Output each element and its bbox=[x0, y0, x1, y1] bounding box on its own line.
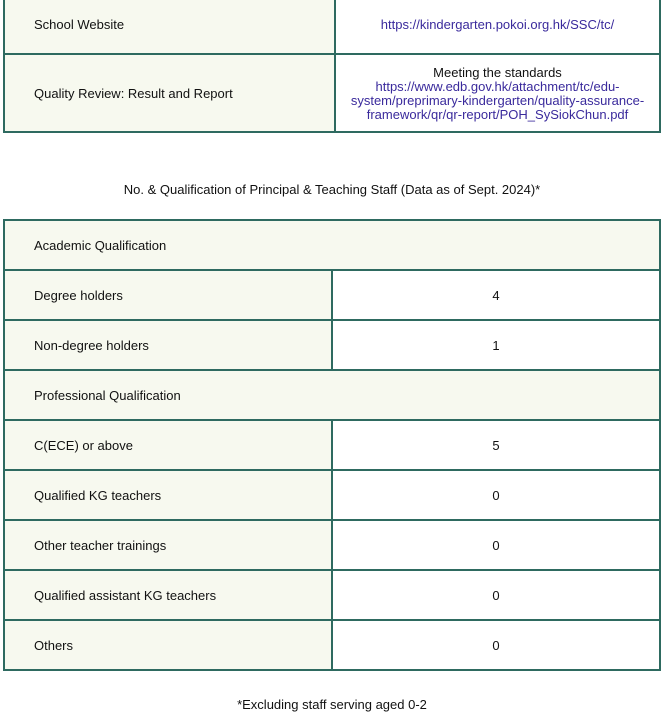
non-degree-holders-value: 1 bbox=[332, 320, 660, 370]
table-row bbox=[4, 320, 660, 370]
footnote: *Excluding staff serving aged 0-2 bbox=[237, 697, 427, 712]
quality-review-cell bbox=[335, 54, 660, 132]
quality-review-label: Quality Review: Result and Report bbox=[4, 54, 335, 132]
staff-section-title: No. & Qualification of Principal & Teaching Staff (Data as of Sept. 2024)* bbox=[123, 182, 541, 197]
professional-qualification-header: Professional Qualification bbox=[4, 370, 660, 420]
degree-holders-value: 4 bbox=[332, 270, 660, 320]
website-row bbox=[4, 0, 660, 54]
school-info-table bbox=[3, 0, 661, 133]
cece-value: 5 bbox=[332, 420, 660, 470]
website-cell bbox=[335, 0, 660, 54]
quality-review-status: Meeting the standards bbox=[433, 64, 562, 80]
website-label: School Website bbox=[4, 0, 335, 54]
quality-review-row bbox=[4, 54, 660, 132]
other-teacher-trainings-label: Other teacher trainings bbox=[4, 520, 332, 570]
other-teacher-trainings-value: 0 bbox=[332, 520, 660, 570]
table-row bbox=[4, 520, 660, 570]
staff-qualification-table bbox=[3, 219, 661, 671]
degree-holders-label: Degree holders bbox=[4, 270, 332, 320]
qualified-assistant-kg-teachers-label: Qualified assistant KG teachers bbox=[4, 570, 332, 620]
academic-header-row bbox=[4, 220, 660, 270]
qualified-assistant-kg-teachers-value: 0 bbox=[332, 570, 660, 620]
non-degree-holders-label: Non-degree holders bbox=[4, 320, 332, 370]
table-row bbox=[4, 420, 660, 470]
quality-review-report-link[interactable]: https://www.edb.gov.hk/attachment/tc/edu-system/preprimary-kindergarten/quality-assurance-framework/qr/qr-report/POH_SySiokChun.pdf bbox=[350, 78, 645, 122]
academic-qualification-header: Academic Qualification bbox=[4, 220, 660, 270]
table-row bbox=[4, 620, 660, 670]
table-row bbox=[4, 570, 660, 620]
others-label: Others bbox=[4, 620, 332, 670]
professional-header-row bbox=[4, 370, 660, 420]
cece-label: C(ECE) or above bbox=[4, 420, 332, 470]
table-row bbox=[4, 270, 660, 320]
table-row bbox=[4, 470, 660, 520]
others-value: 0 bbox=[332, 620, 660, 670]
website-link[interactable]: https://kindergarten.pokoi.org.hk/SSC/tc/ bbox=[380, 17, 615, 32]
qualified-kg-teachers-label: Qualified KG teachers bbox=[4, 470, 332, 520]
qualified-kg-teachers-value: 0 bbox=[332, 470, 660, 520]
